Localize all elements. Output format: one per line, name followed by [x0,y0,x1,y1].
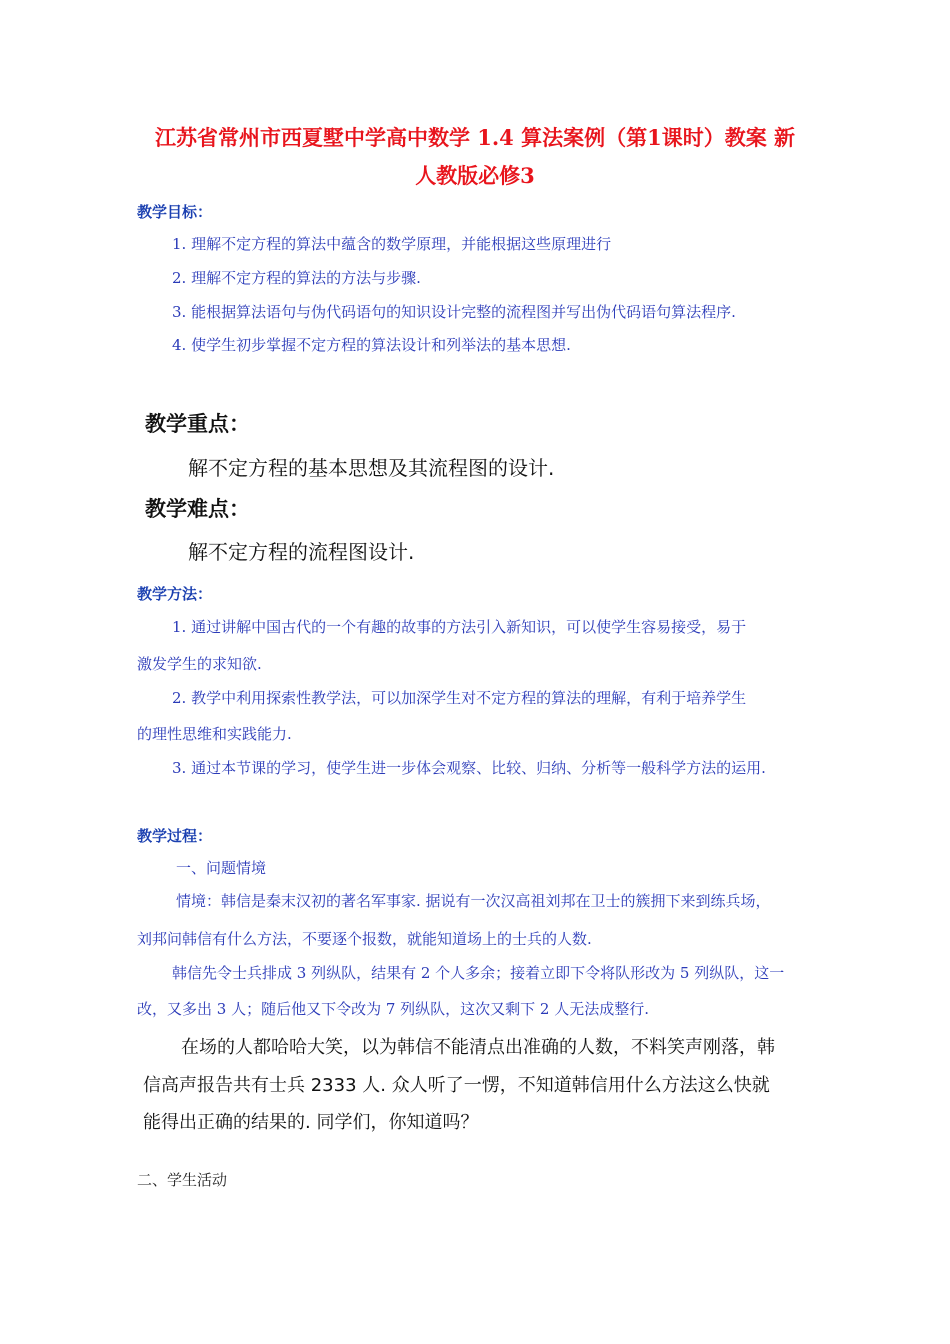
process-section-1: 一、问题情境 [176,859,267,877]
methods-heading: 教学方法： [137,585,213,603]
key-point-text: 解不定方程的基本思想及其流程图的设计. [188,456,555,480]
objective-item-1: 1. 理解不定方程的算法中蕴含的数学原理，并能根据这些原理进行 [172,235,612,253]
objectives-heading: 教学目标： [137,203,213,221]
objective-item-3: 3. 能根据算法语句与伪代码语句的知识设计完整的流程图并写出伪代码语句算法程序. [172,303,736,321]
objective-item-4: 4. 使学生初步掌握不定方程的算法设计和列举法的基本思想. [172,336,571,354]
story-paragraph-1-line-1: 情境：韩信是秦末汉初的著名军事家. 据说有一次汉高祖刘邦在卫士的簇拥下来到练兵场， [176,892,771,910]
method-item-3: 3. 通过本节课的学习，使学生进一步体会观察、比较、归纳、分析等一般科学方法的运用. [172,759,766,777]
method-item-2-line-2: 的理性思维和实践能力. [137,725,292,743]
key-point-heading: 教学重点： [145,412,250,436]
story-paragraph-2-line-1: 韩信先令士兵排成 3 列纵队，结果有 2 个人多余；接着立即下令将队形改为 5 列纵队，这一 [172,964,785,982]
story-paragraph-3-line-3: 能得出正确的结果的. 同学们，你知道吗？ [143,1112,479,1133]
method-item-2-line-1: 2. 教学中利用探索性教学法，可以加深学生对不定方程的算法的理解，有利于培养学生 [172,689,747,707]
objective-item-2: 2. 理解不定方程的算法的方法与步骤. [172,269,421,287]
method-item-1-line-1: 1. 通过讲解中国古代的一个有趣的故事的方法引入新知识，可以使学生容易接受，易于 [172,618,747,636]
difficulty-heading: 教学难点： [145,497,250,521]
difficulty-text: 解不定方程的流程图设计. [188,540,415,564]
story-paragraph-3-line-1: 在场的人都哈哈大笑，以为韩信不能清点出准确的人数，不料笑声刚落，韩 [181,1037,775,1058]
story-paragraph-2-line-2: 改，又多出 3 人；随后他又下令改为 7 列纵队，这次又剩下 2 人无法成整行. [137,1000,650,1018]
story-paragraph-3-line-2: 信高声报告共有士兵 2333 人. 众人听了一愣，不知道韩信用什么方法这么快就 [143,1075,770,1096]
document-title-line-1: 江苏省常州市西夏墅中学高中数学 1.4 算法案例（第1课时）教案 新 [154,125,796,150]
method-item-1-line-2: 激发学生的求知欲. [137,655,262,673]
story-paragraph-1-line-2: 刘邦问韩信有什么方法，不要逐个报数，就能知道场上的士兵的人数. [137,930,592,948]
document-title-line-2: 人教版必修3 [415,163,535,188]
process-heading: 教学过程： [137,827,213,845]
process-section-2: 二、学生活动 [137,1171,228,1189]
